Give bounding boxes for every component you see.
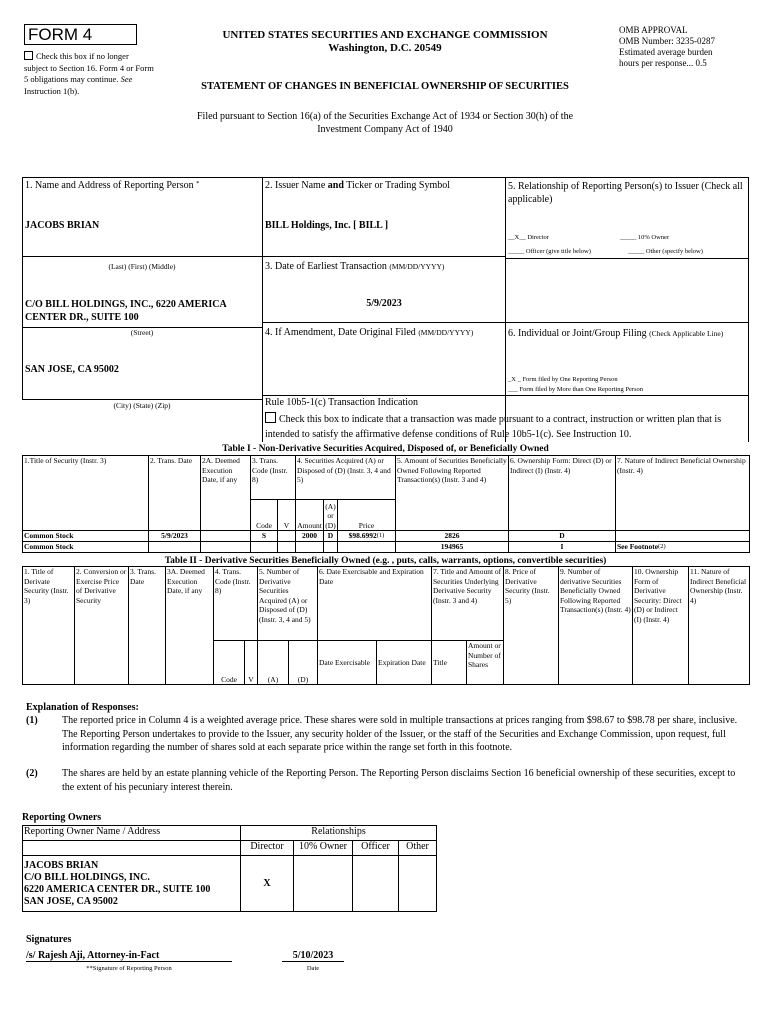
- t2-h-code: 4. Trans. Code (Instr. 8): [214, 567, 258, 641]
- reporting-person-street: C/O BILL HOLDINGS, INC., 6220 AMERICA CENTER DR., SUITE 100: [25, 299, 227, 323]
- t2-sub-a: (A): [258, 641, 289, 685]
- signature-name: /s/ Rajesh Aji, Attorney-in-Fact: [26, 950, 232, 962]
- owners-col-ten: 10% Owner: [294, 841, 353, 856]
- owner-director-mark: X: [241, 856, 294, 912]
- table1: [22, 455, 750, 553]
- omb-approval: OMB APPROVAL OMB Number: 3235-0287 Estimated average burden hours per response... 0.5: [619, 25, 715, 68]
- owner-row: [23, 856, 437, 912]
- t2-h-date: 3. Trans. Date: [129, 567, 166, 685]
- issuer-name: BILL Holdings, Inc. [ BILL ]: [265, 220, 389, 231]
- other-option: _____ Other (specify below): [628, 248, 703, 255]
- street-caption: (Street): [130, 328, 154, 337]
- agency-name: UNITED STATES SECURITIES AND EXCHANGE COMMISSION Washington, D.C. 20549: [222, 29, 548, 54]
- t2-h-underlying: 7. Title and Amount of Securities Underlying Derivative Security (Instr. 3 and 4): [432, 567, 504, 641]
- owners-col-other: Other: [399, 841, 437, 856]
- filed-pursuant: Filed pursuant to Section 16(a) of the Securities Exchange Act of 1934 or Section 30(h) of the Investment Company Act of 1940: [196, 111, 574, 135]
- footnote-1: (1) The reported price in Column 4 is a weighted average price. These shares were sold in multiple transactions at prices ranging from $98.67 to $98.78 per share, inclusive. The Reporting Person undertakes to provide to the Issuer, any security holder of the Issuer, or the staff of the Securities and Exchange Commission, upon request, full information regarding the number of shares sold at each separate price within the range set forth in this footnote.: [26, 715, 738, 753]
- box2-label: 2. Issuer Name and Ticker or Trading Symbol: [265, 180, 451, 191]
- explanation-title: Explanation of Responses:: [26, 702, 139, 713]
- box4-label: 4. If Amendment, Date Original Filed (MM/DD/YYYY): [265, 327, 474, 338]
- t1-h-owned: 5. Amount of Securities Beneficially Owned Following Reported Transaction(s) (Instr. 3 and 4): [396, 456, 509, 531]
- t1-sub-price: Price: [338, 500, 396, 531]
- rule-10b5-label: Rule 10b5-1(c) Transaction Indication: [265, 397, 419, 408]
- owners-col-director: Director: [241, 841, 294, 856]
- t1-sub-code: Code: [251, 500, 278, 531]
- statement-title: STATEMENT OF CHANGES IN BENEFICIAL OWNERSHIP OF SECURITIES: [201, 81, 569, 92]
- owners-col-officer: Officer: [353, 841, 399, 856]
- table2: [22, 566, 750, 685]
- t2-sub-exp: Expiration Date: [377, 641, 432, 685]
- table-row: Common Stock 5/9/2023 S 2000 D $98.6992(1) 2826 D: [23, 531, 750, 542]
- t2-h-exercisable: 6. Date Exercisable and Expiration Date: [318, 567, 432, 641]
- officer-option: _____ Officer (give title below): [508, 248, 591, 255]
- owner-address: JACOBS BRIAN C/O BILL HOLDINGS, INC. 6220 AMERICA CENTER DR., SUITE 100 SAN JOSE, CA 95002: [23, 856, 241, 912]
- t1-h-nature: 7. Nature of Indirect Beneficial Ownership (Instr. 4): [616, 456, 750, 531]
- table-row: Common Stock 194965 I See Footnote(2): [23, 542, 750, 553]
- box3-label: 3. Date of Earliest Transaction (MM/DD/YYYY): [265, 261, 445, 272]
- t2-h-number: 5. Number of Derivative Securities Acquired (A) or Disposed of (D) (Instr. 3, 4 and 5): [258, 567, 318, 641]
- t2-h-deemed: 3A. Deemed Execution Date, if any: [166, 567, 214, 685]
- t1-h-acquired: 4. Securities Acquired (A) or Disposed of (D) (Instr. 3, 4 and 5): [296, 456, 396, 500]
- owners-col-relationships: Relationships: [241, 826, 437, 841]
- t1-h-code: 3. Trans. Code (Instr. 8): [251, 456, 296, 500]
- reporting-boxes: [22, 177, 749, 442]
- t2-sub-amount: Amount or Number of Shares: [467, 641, 504, 685]
- form-title-box: [24, 24, 137, 45]
- t2-h-owned: 9. Number of derivative Securities Beneficially Owned Following Reported Transaction(s) (Instr. 4): [559, 567, 633, 685]
- t2-h-price: 8. Price of Derivative Security (Instr. 5): [504, 567, 559, 685]
- t1-h-form: 6. Ownership Form: Direct (D) or Indirect (I) (Instr. 4): [509, 456, 616, 531]
- director-option: __X__ Director: [508, 234, 549, 241]
- t2-h-nature: 11. Nature of Indirect Beneficial Ownership (Instr. 4): [689, 567, 750, 685]
- box6-label: 6. Individual or Joint/Group Filing (Check Applicable Line): [508, 328, 724, 339]
- signatures-title: Signatures: [26, 934, 72, 945]
- owners-col-name: Reporting Owner Name / Address: [23, 826, 241, 841]
- t1-sub-amount: Amount: [296, 500, 324, 531]
- filed-by-one-option: _X _ Form filed by One Reporting Person: [508, 376, 618, 383]
- reporting-person-name: JACOBS BRIAN: [25, 220, 100, 231]
- t1-sub-aord: (A) or (D): [325, 501, 336, 530]
- t2-sub-v: V: [245, 641, 258, 685]
- filed-by-more-option: ___ Form filed by More than One Reporting Person: [508, 386, 644, 393]
- form-title: FORM 4: [28, 25, 93, 44]
- t1-h-deemed: 2A. Deemed Execution Date, if any: [201, 456, 251, 531]
- name-caption: (Last) (First) (Middle): [108, 262, 176, 271]
- no-longer-subject-note: Check this box if no longer subject to Section 16. Form 4 or Form 5 obligations may continue. See Instruction 1(b).: [24, 51, 154, 96]
- date-caption: Date: [306, 965, 320, 972]
- t2-h-conversion: 2. Conversion or Exercise Price of Derivative Security: [75, 567, 129, 685]
- t2-sub-title: Title: [432, 641, 467, 685]
- earliest-transaction-date: 5/9/2023: [366, 298, 402, 309]
- t1-h-title: 1.Title of Security (Instr. 3): [23, 456, 149, 531]
- t2-h-form: 10. Ownership Form of Derivative Security: Direct (D) or Indirect (I) (Instr. 4): [633, 567, 689, 685]
- t2-h-title: 1. Title of Derivate Security (Instr. 3): [23, 567, 75, 685]
- footnote-2: (2) The shares are held by an estate planning vehicle of the Reporting Person. The Reporting Person disclaims Section 16 beneficial ownership of these securities, except to the extent of his pecuniary interest therein.: [26, 768, 736, 793]
- signature-date: 5/10/2023: [282, 950, 344, 962]
- signature-caption: **Signature of Reporting Person: [86, 965, 172, 972]
- box5-label: 5. Relationship of Reporting Person(s) to Issuer (Check all applicable): [508, 181, 743, 205]
- ten-pct-owner-option: _____ 10% Owner: [620, 234, 670, 241]
- t1-h-date: 2. Trans. Date: [149, 456, 201, 531]
- no-longer-subject-checkbox[interactable]: [24, 51, 33, 60]
- reporting-owners-title: Reporting Owners: [22, 812, 102, 823]
- table2-title: Table II - Derivative Securities Beneficially Owned (e.g. , puts, calls, warrants, options, convertible securities): [164, 556, 607, 566]
- t2-sub-date-ex: Date Exercisable: [318, 641, 377, 685]
- t1-sub-v: V: [278, 500, 296, 531]
- reporting-owners-table: [22, 825, 437, 912]
- table1-title: Table I - Non-Derivative Securities Acquired, Disposed of, or Beneficially Owned: [222, 444, 549, 454]
- city-caption: (City) (State) (Zip): [113, 401, 171, 410]
- rule-10b5-checkbox[interactable]: [265, 412, 276, 423]
- t2-sub-code: Code: [214, 641, 245, 685]
- rule-10b5-text: Check this box to indicate that a transaction was made pursuant to a contract, instruction or written plan that is intended to satisfy the affirmative defense conditions of Rule 10b5-1(c). See Instruction 10.: [265, 414, 722, 440]
- reporting-person-city: SAN JOSE, CA 95002: [25, 364, 119, 375]
- box1-label: 1. Name and Address of Reporting Person *: [25, 180, 200, 191]
- t2-sub-d: (D): [289, 641, 318, 685]
